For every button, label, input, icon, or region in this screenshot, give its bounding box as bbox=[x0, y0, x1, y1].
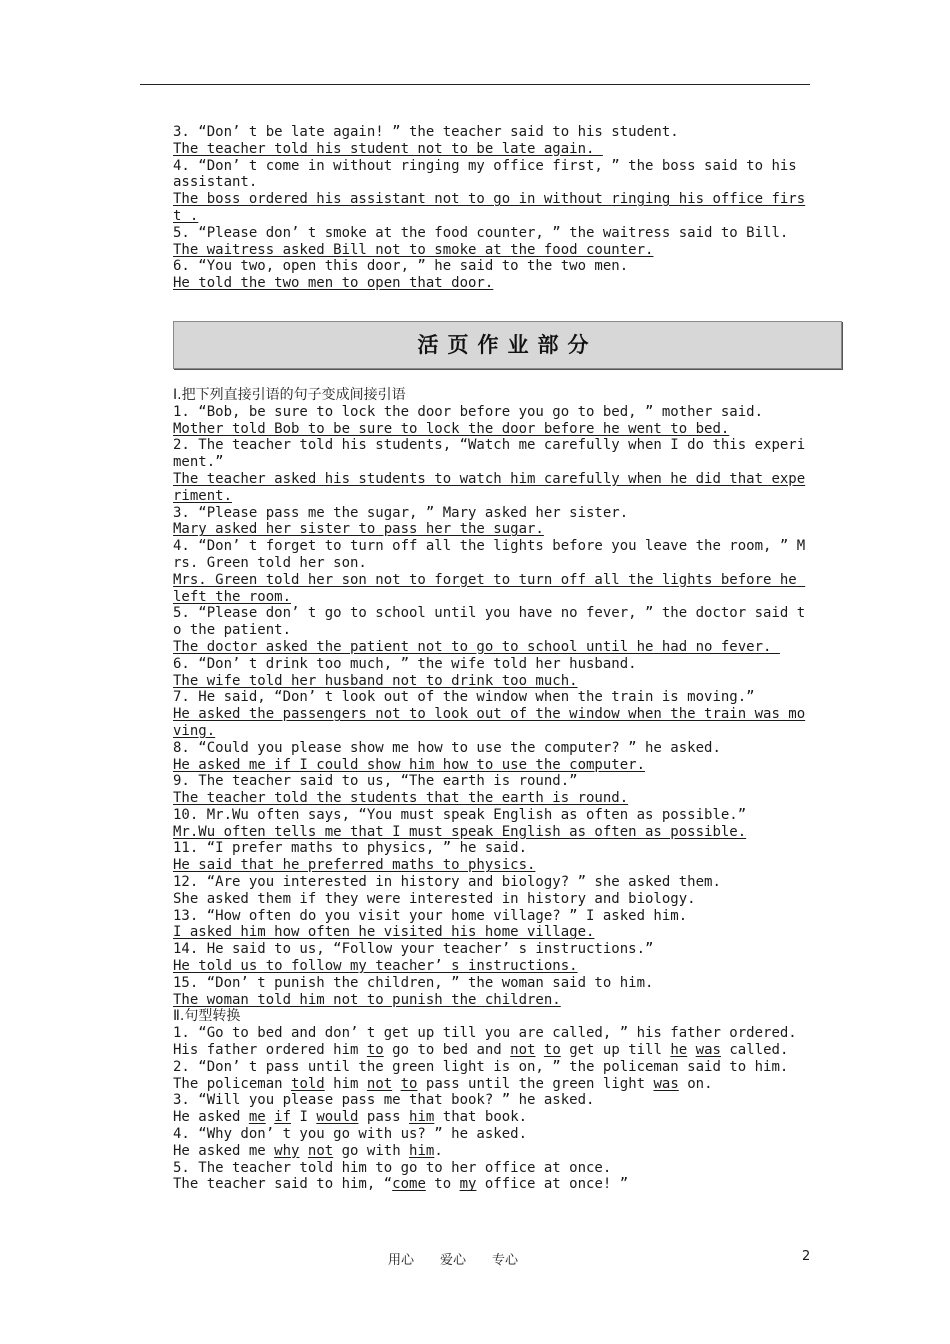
answer-text: Mrs. Green told her son not to forget to turn off all the lights before he left the room. bbox=[173, 571, 806, 605]
answer-segment bbox=[535, 1042, 543, 1058]
answer-segment: The policeman bbox=[173, 1075, 292, 1092]
answer-text: Mr.Wu often tells me that I must speak English as often as possible. bbox=[173, 823, 747, 840]
section2-title: Ⅱ.句型转换 bbox=[173, 1008, 241, 1025]
answer-blank: to bbox=[400, 1075, 418, 1092]
section2-exercise-list bbox=[140, 1025, 810, 1193]
question-text: 13. “How often do you visit your home village? ” I asked him. bbox=[173, 907, 688, 924]
section1-exercise-list bbox=[140, 404, 810, 1009]
answer-text bbox=[140, 1076, 810, 1093]
answer-blank: not bbox=[366, 1075, 393, 1092]
answer-blank: to bbox=[366, 1042, 384, 1059]
answer-text: He told us to follow my teacher’ s instructions. bbox=[173, 958, 578, 975]
answer-blank: why bbox=[274, 1142, 300, 1159]
page-number: 2 bbox=[802, 1249, 811, 1264]
answer-text: Mary asked her sister to pass her the sugar. bbox=[173, 521, 544, 538]
question-text: 1. “Bob, be sure to lock the door before you go to bed, ” mother said. bbox=[173, 403, 764, 420]
answer-segment: I bbox=[291, 1109, 317, 1126]
answer-text bbox=[140, 1143, 810, 1160]
question-text: 4. “Why don’ t you go with us? ” he asked. bbox=[173, 1126, 528, 1143]
answer-segment: on. bbox=[678, 1075, 713, 1092]
answer-segment: him bbox=[324, 1075, 367, 1092]
answer-segment: The teacher said to him, “ bbox=[173, 1176, 393, 1193]
answer-text: I asked him how often he visited his home village. bbox=[173, 924, 595, 941]
answer-segment: called. bbox=[720, 1042, 789, 1059]
answer-text: He told the two men to open that door. bbox=[173, 275, 494, 292]
question-text: 5. “Please don’ t smoke at the food counter, ” the waitress said to Bill. bbox=[173, 224, 789, 241]
answer-blank: him bbox=[409, 1142, 435, 1159]
question-text: 2. The teacher told his students, “Watch me carefully when I do this experiment.” bbox=[173, 437, 806, 471]
answer-blank: he bbox=[670, 1042, 688, 1059]
answer-segment: to bbox=[425, 1176, 460, 1193]
question-text: 14. He said to us, “Follow your teacher’ s instructions.” bbox=[173, 941, 654, 958]
answer-segment: . bbox=[434, 1142, 443, 1159]
answer-text: The teacher asked his students to watch him carefully when he did that experiment. bbox=[173, 470, 806, 504]
answer-segment: He asked bbox=[173, 1109, 249, 1126]
question-text: 6. “You two, open this door, ” he said to the two men. bbox=[173, 258, 629, 275]
answer-text: The wife told her husband not to drink too much. bbox=[173, 672, 578, 689]
answer-segment: office at once! ” bbox=[476, 1176, 629, 1193]
question-text: 11. “I prefer maths to physics, ” he said. bbox=[173, 840, 528, 857]
section1-title: Ⅰ.把下列直接引语的句子变成间接引语 bbox=[173, 386, 406, 403]
answer-blank: would bbox=[316, 1109, 359, 1126]
answer-blank: to bbox=[543, 1042, 561, 1059]
answer-blank: not bbox=[510, 1042, 536, 1059]
question-text: 5. “Please don’ t go to school until you have no fever, ” the doctor said to the patient. bbox=[173, 605, 806, 639]
answer-segment bbox=[299, 1143, 307, 1159]
question-text: 8. “Could you please show me how to use the computer? ” he asked. bbox=[173, 739, 721, 756]
header-rule bbox=[140, 84, 810, 85]
answer-segment: that book. bbox=[434, 1109, 528, 1126]
question-text: 3. “Don’ t be late again! ” the teacher said to his student. bbox=[173, 124, 679, 140]
answer-blank: was bbox=[695, 1042, 721, 1059]
answer-text: He asked the passengers not to look out of the window when the train was moving. bbox=[173, 706, 806, 739]
answer-text: Mother told Bob to be sure to lock the door before he went to bed. bbox=[173, 420, 730, 437]
question-text: 6. “Don’ t drink too much, ” the wife told her husband. bbox=[173, 655, 637, 672]
question-text: 10. Mr.Wu often says, “You must speak English as often as possible.” bbox=[173, 806, 747, 823]
question-text: 7. He said, “Don’ t look out of the window when the train is moving.” bbox=[173, 689, 755, 706]
question-text: 1. “Go to bed and don’ t get up till you are called, ” his father ordered. bbox=[173, 1025, 797, 1042]
answer-blank: not bbox=[307, 1142, 334, 1159]
question-text: 3. “Please pass me the sugar, ” Mary asked her sister. bbox=[173, 504, 629, 521]
answer-text: The doctor asked the patient not to go to school until he had no fever. bbox=[173, 638, 780, 655]
answer-text bbox=[140, 1042, 810, 1059]
answer-segment: go to bed and bbox=[383, 1042, 511, 1059]
answer-text: The boss ordered his assistant not to go in without ringing his office first . bbox=[173, 191, 806, 224]
answer-segment: His father ordered him bbox=[173, 1042, 367, 1059]
answer-text: He asked me if I could show him how to use the computer. bbox=[173, 756, 646, 773]
answer-blank: him bbox=[409, 1109, 435, 1126]
document-body bbox=[140, 124, 810, 1193]
answer-text: The teacher told his student not to be late again. bbox=[173, 140, 603, 157]
answer-blank: was bbox=[653, 1075, 679, 1092]
answer-segment bbox=[266, 1109, 274, 1125]
answer-text: The waitress asked Bill not to smoke at the food counter. bbox=[173, 241, 654, 258]
answer-segment bbox=[392, 1076, 400, 1092]
question-text: 5. The teacher told him to go to her office at once. bbox=[173, 1159, 612, 1176]
answer-text: The teacher told the students that the earth is round. bbox=[173, 790, 629, 807]
question-text: 12. “Are you interested in history and biology? ” she asked them. bbox=[173, 874, 721, 891]
answer-text: He said that he preferred maths to physics. bbox=[173, 857, 536, 874]
answer-segment: He asked me bbox=[173, 1142, 275, 1159]
footer-motto: 用心 爱心 专心 bbox=[388, 1253, 519, 1268]
question-text: 3. “Will you please pass me that book? ” he asked. bbox=[173, 1092, 595, 1109]
answer-blank: told bbox=[291, 1075, 325, 1092]
answer-text: She asked them if they were interested in history and biology. bbox=[173, 890, 696, 907]
answer-text: The woman told him not to punish the children. bbox=[173, 991, 561, 1008]
answer-segment bbox=[687, 1042, 695, 1058]
answer-text bbox=[140, 1109, 810, 1126]
answer-blank: my bbox=[459, 1176, 477, 1193]
question-text: 4. “Don’ t come in without ringing my office first, ” the boss said to his assistant. bbox=[173, 157, 806, 191]
answer-segment: pass until the green light bbox=[417, 1075, 654, 1092]
answer-segment: pass bbox=[358, 1109, 410, 1126]
top-exercise-list bbox=[140, 124, 810, 292]
question-text: 9. The teacher said to us, “The earth is round.” bbox=[173, 773, 578, 790]
answer-blank: me bbox=[248, 1109, 266, 1126]
question-text: 2. “Don’ t pass until the green light is on, ” the policeman said to him. bbox=[173, 1058, 789, 1075]
question-text: 4. “Don’ t forget to turn off all the lights before you leave the room, ” Mrs. Green told her son. bbox=[173, 538, 806, 571]
answer-blank: if bbox=[274, 1109, 292, 1126]
question-text: 15. “Don’ t punish the children, ” the woman said to him. bbox=[173, 974, 654, 991]
answer-segment: go with bbox=[333, 1142, 410, 1159]
section-banner: 活页作业部分 bbox=[173, 321, 842, 369]
answer-segment: get up till bbox=[560, 1042, 671, 1059]
answer-blank: come bbox=[392, 1176, 426, 1193]
answer-text bbox=[140, 1176, 810, 1193]
